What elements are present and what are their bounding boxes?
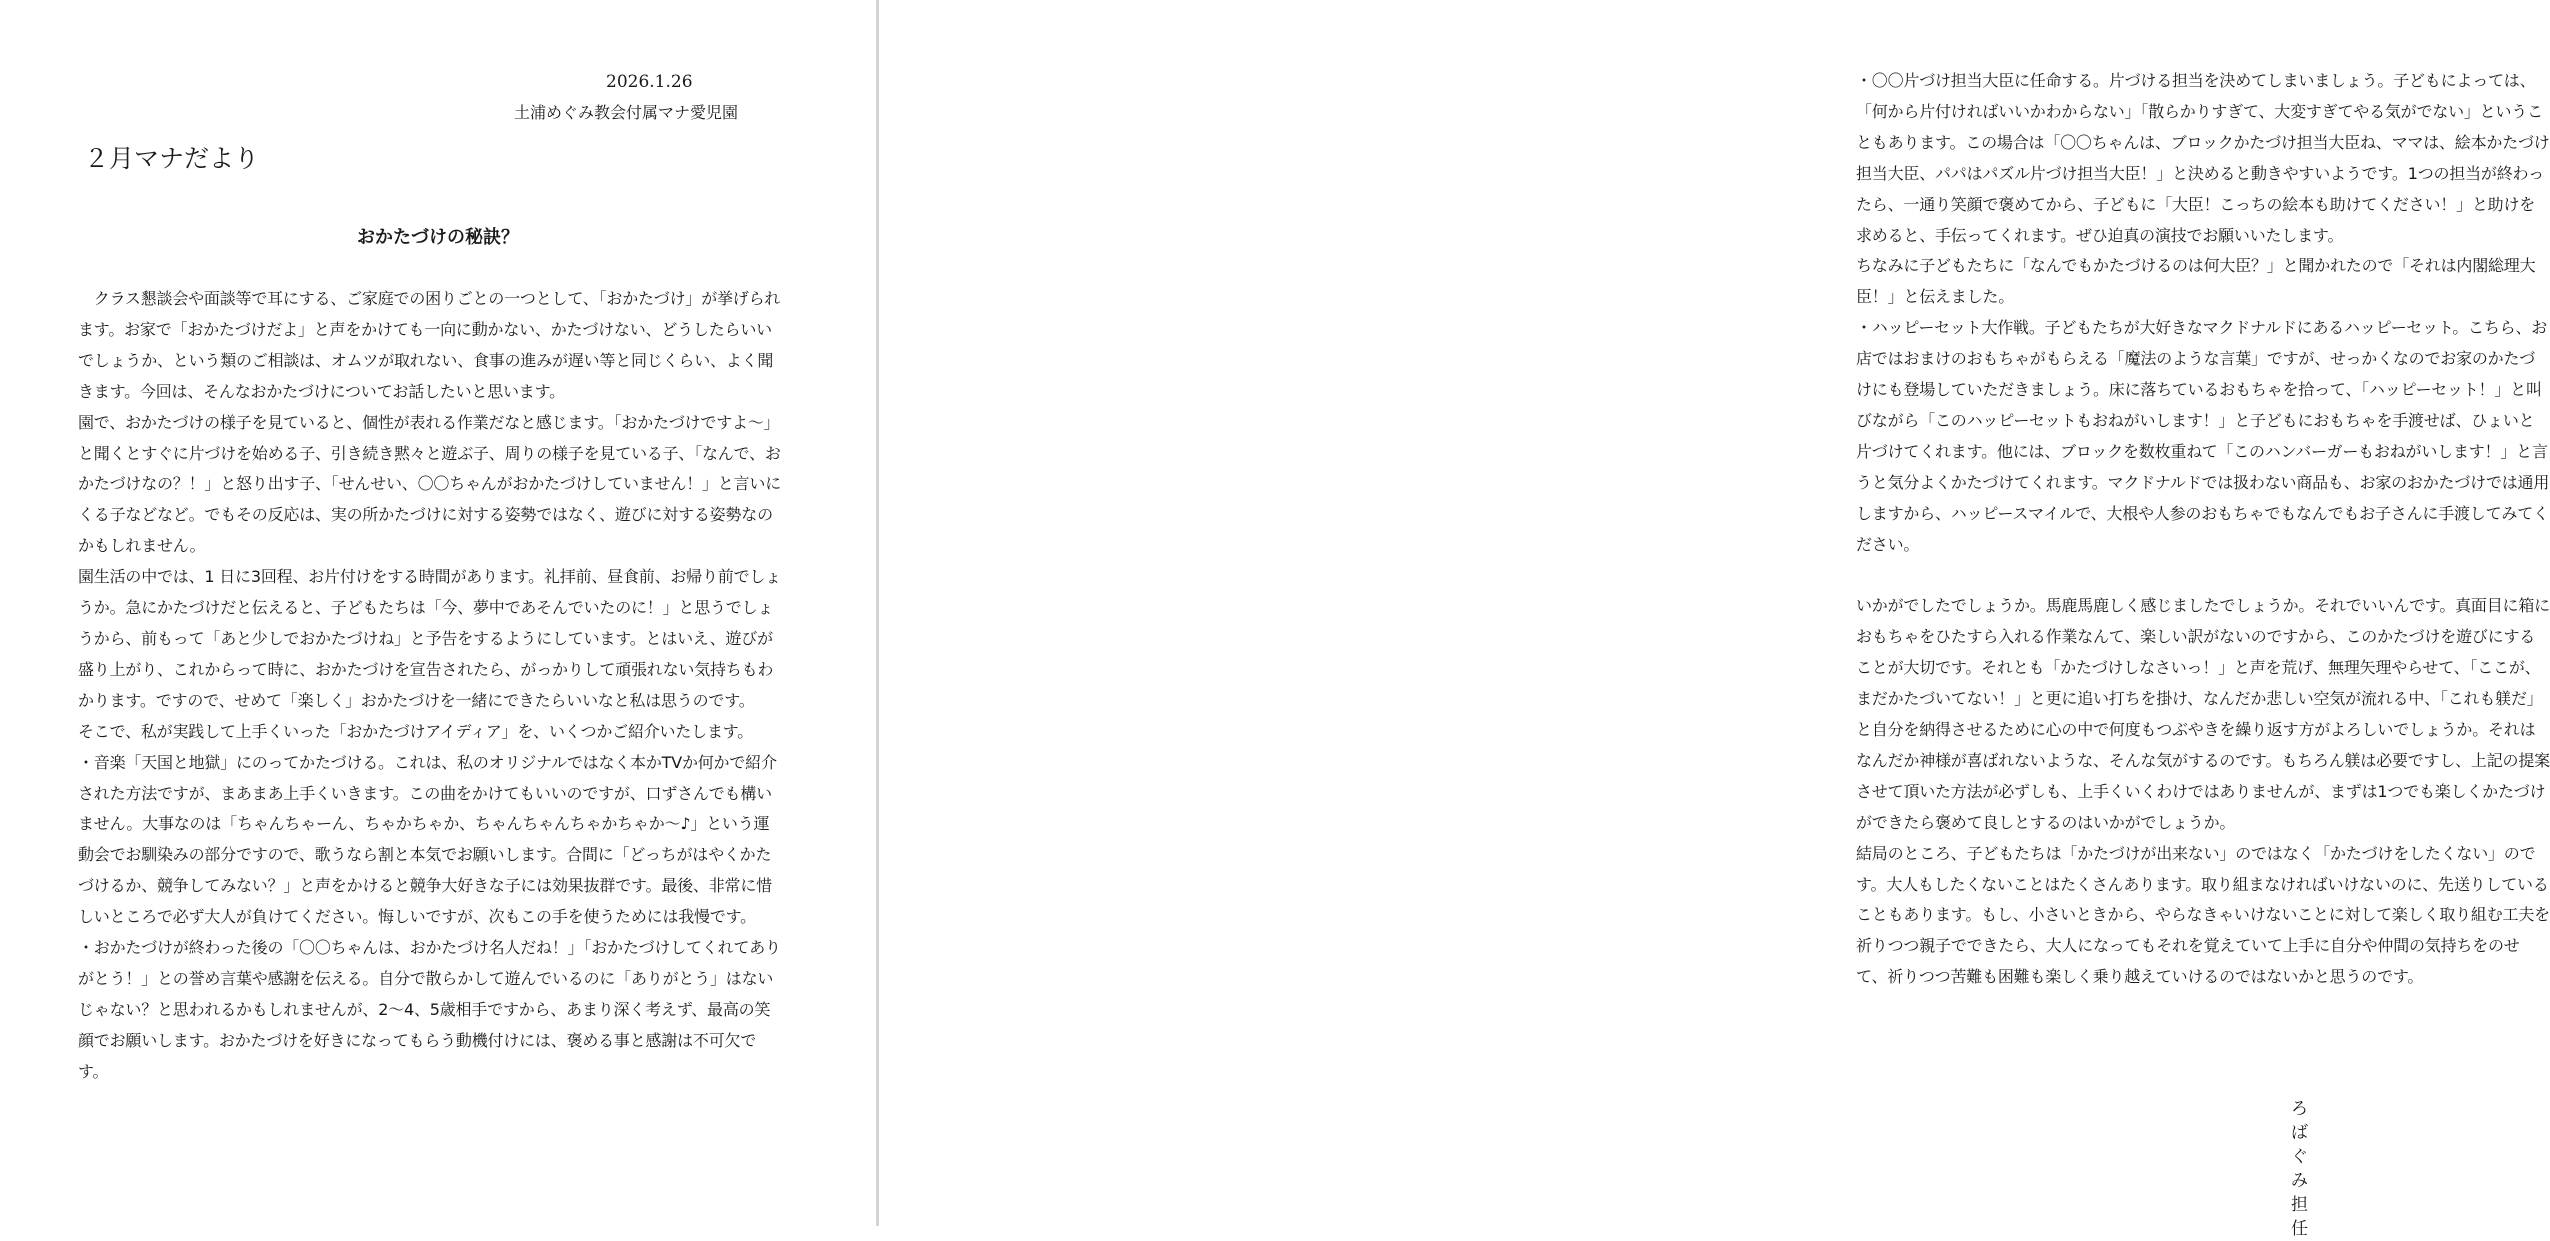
paragraph-prime-minister: ちなみに子どもたちに「なんでもかたづけるのは何大臣？」と聞かれたので「それは内閣総理大臣！」と伝えました。 <box>1856 256 2536 307</box>
paragraph-idea-music: ・音楽「天国と地獄」にのってかたづける。これは、私のオリジナルではなく本かTVか何かで紹介された方法ですが、まあまあ上手くいきます。この曲をかけてもいいのですが、口ずさんでも構いません。大事なのは「ちゃんちゃーん、ちゃかちゃか、ちゃんちゃんちゃかちゃか～♪」という運動会でお馴染みの部分ですので、歌うなら割と本気でお願いします。合間に「どっちがはやくかたづけるか、競争してみない？」と声をかけると競争大好きな子には効果抜群です。最後、非常に惜しいところで必ず大人が負けてください。悔しいですが、次もこの手を使うためには我慢です。 <box>78 752 777 927</box>
article-title: おかたづけの秘訣？ <box>357 227 519 248</box>
right-page <box>881 0 2550 1239</box>
paragraph-daily-routine: 園生活の中では、1 日に3回程、お片付けをする時間があります。礼拝前、昼食前、お帰り前でしょうか。急にかたづけだと伝えると、子どもたちは「今、夢中であそんでいたのに！」と思うでしょうから、前もって「あと少しでおかたづけね」と予告をするようにしています。とはいえ、遊びが盛り上がり、これからって時に、おかたづけを宣告されたら、がっかりして頑張れない気持ちもわかります。ですので、せめて「楽しく」おかたづけを一緒にできたらいいなと私は思うのです。 <box>78 567 781 710</box>
left-page <box>0 0 876 1226</box>
paragraph-intro: クラス懇談会や面談等で耳にする、ご家庭での困りごとの一つとして、「おかたづけ」が挙げられます。お家で「おかたづけだよ」と声をかけても一向に動かない、かたづけない、どうしたらいいでしょうか、という類のご相談は、オムツが取れない、食事の進みが遅い等と同じくらい、よく聞きます。今回は、そんなおかたづけについてお話したいと思います。 <box>78 289 781 401</box>
article-body-left <box>78 284 783 1088</box>
paragraph-idea-minister: ・〇〇片づけ担当大臣に任命する。片づける担当を決めてしまいましょう。子どもによっては、「何から片付ければいいかわからない」「散らかりすぎて、大変すぎてやる気がでない」ということもあります。この場合は「〇〇ちゃんは、ブロックかたづけ担当大臣ね、ママは、絵本かたづけ担当大臣、パパはパズル片づけ担当大臣！」と決めると動きやすいようです。1つの担当が終わったら、一通り笑顔で褒めてから、子どもに「大臣！こっちの絵本も助けてください！」と助けを求めると、手伝ってくれます。ぜひ迫真の演技でお願いいたします。 <box>1856 71 2550 245</box>
paragraph-observation: 園で、おかたづけの様子を見ていると、個性が表れる作業だなと感じます。「おかたづけですよ～」と聞くとすぐに片づけを始める子、引き続き黙々と遊ぶ子、周りの様子を見ている子、「なんで、おかたづけなの？！」と怒り出す子、「せんせい、〇〇ちゃんがおかたづけしていません！」と言いにくる子などなど。でもその反応は、実の所かたづけに対する姿勢ではなく、遊びに対する姿勢なのかもしれません。 <box>78 412 782 556</box>
paragraph-ideas-intro: そこで、私が実践して上手くいった「おかたづけアイディア」を、いくつかご紹介いたします。 <box>78 721 754 741</box>
signature: ろばぐみ担任 <box>2291 1099 2308 1239</box>
blank-line <box>1856 561 2550 592</box>
paragraph-idea-praise: ・おかたづけが終わった後の「〇〇ちゃんは、おかたづけ名人だね！」「おかたづけしてくれてありがとう！」との誉め言葉や感謝を伝える。自分で散らかして遊んでいるのに「ありがとう」はないじゃない？と思われるかもしれませんが、2～4、5歳相手ですから、あまり深く考えず、最高の笑顔でお願いします。おかたづけを好きになってもらう動機付けには、褒める事と感謝は不可欠です。 <box>78 938 781 1081</box>
article-body-right <box>1856 66 2550 993</box>
paragraph-conclusion: 結局のところ、子どもたちは「かたづけが出来ない」のではなく「かたづけをしたくない」のです。大人もしたくないことはたくさんあります。取り組まなければいけないのに、先送りしていることもあります。もし、小さいときから、やらなきゃいけないことに対して楽しく取り組む工夫を祈りつつ親子でできたら、大人になってもそれを覚えていて上手に自分や仲間の気持ちをのせて、祈りつつ苦難も困難も楽しく乗り越えていけるのではないかと思うのです。 <box>1856 843 2550 987</box>
page-divider <box>876 0 879 1226</box>
issue-date: 2026.1.26 <box>606 72 693 92</box>
newsletter-title: ２月マナだより <box>84 144 260 173</box>
paragraph-idea-happy-set: ・ハッピーセット大作戦。子どもたちが大好きなマクドナルドにあるハッピーセット。こちら、お店ではおまけのおもちゃがもらえる「魔法のような言葉」ですが、せっかくなのでお家のかたづけにも登場していただきましょう。床に落ちているおもちゃを拾って、「ハッピーセット！」と叫びながら「このハッピーセットもおねがいします！」と子どもにおもちゃを手渡せば、ひょいと片づけてくれます。他には、ブロックを数枚重ねて「このハンバーガーもおねがいします！」と言うと気分よくかたづけてくれます。マクドナルドでは扱わない商品も、お家のおかたづけでは通用しますから、ハッピースマイルで、大根や人参のおもちゃでもなんでもお子さんに手渡してみてください。 <box>1856 318 2550 554</box>
organization-name: 土浦めぐみ教会付属マナ愛児園 <box>514 103 739 122</box>
paragraph-reflection: いかがでしたでしょうか。馬鹿馬鹿しく感じましたでしょうか。それでいいんです。真面目に箱におもちゃをひたすら入れる作業なんて、楽しい訳がないのですから、このかたづけを遊びにすることが大切です。それとも「かたづけしなさいっ！」と声を荒げ、無理矢理やらせて、「ここが、まだかたづいてない！」と更に追い打ちを掛け、なんだか悲しい空気が流れる中、「これも躾だ」と自分を納得させるために心の中で何度もつぶやきを繰り返す方がよろしいでしょうか。それはなんだか神様が喜ばれないような、そんな気がするのです。もちろん躾は必要ですし、上記の提案させて頂いた方法が必ずしも、上手くいくわけではありませんが、まずは1つでも楽しくかたづけができたら褒めて良しとするのはいかがでしょうか。 <box>1856 596 2550 832</box>
